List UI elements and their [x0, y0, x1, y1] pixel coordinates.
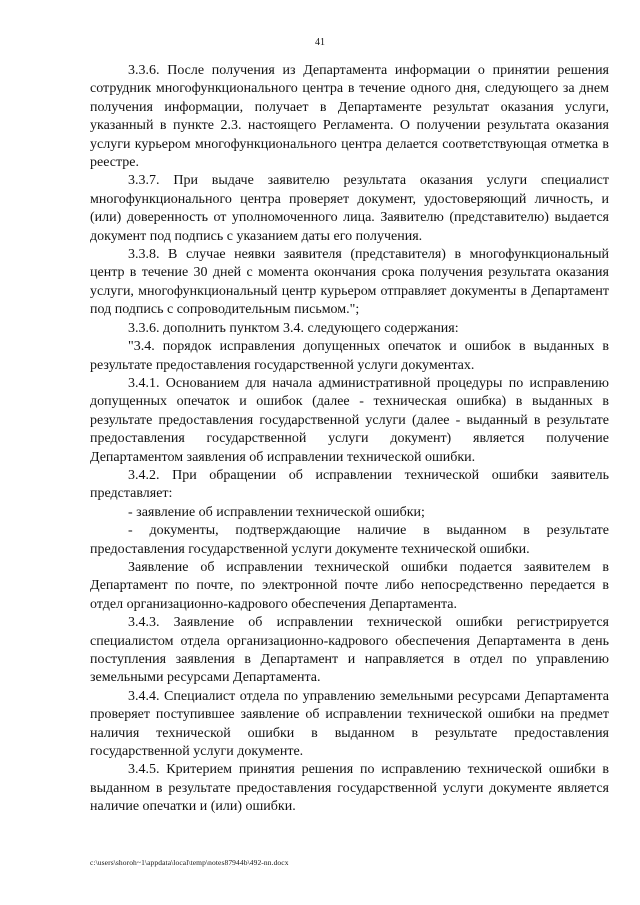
- paragraph-3-4-heading: "3.4. порядок исправления допущенных опечаток и ошибок в выданных в результате предоставления государственной услуги документах.: [90, 339, 609, 373]
- paragraph-3-3-7: 3.3.7. При выдаче заявителю результата оказания услуги специалист многофункционального центра проверяет документ, удостоверяющий личность, и (или) доверенность от уполномоченного лица. Заявителю (представителю) выдается документ под подпись с указанием даты его получения.: [90, 173, 609, 244]
- list-item-application: - заявление об исправлении технической ошибки;: [128, 504, 425, 520]
- paragraph-3-4-1: 3.4.1. Основанием для начала административной процедуры по исправлению допущенных опечаток и ошибок (далее - техническая ошибка) в выданных в результате предоставления государственной услуги (далее - выданный в результате предоставления государственной услуги документ) является получение Департаментом заявления об исправлении технической ошибки.: [90, 375, 609, 465]
- document-body: [90, 62, 609, 817]
- paragraph-3-3-6: 3.3.6. После получения из Департамента информации о принятии решения сотрудник многофункционального центра в течение одного дня, следующего за днем получения информации, получает в Департаменте результат оказания услуги, указанный в пункте 2.3. настоящего Регламента. О получении результата оказания услуги курьером многофункционального центра делается соответствующая отметка в реестре.: [90, 63, 609, 171]
- paragraph-3-4-2: 3.4.2. При обращении об исправлении технической ошибки заявитель представляет:: [90, 467, 609, 502]
- paragraph-submission: Заявление об исправлении технической ошибки подается заявителем в Департамент по почте, по электронной почте либо непосредственно передается в отдел организационно-кадрового обеспечения Департамента.: [90, 559, 609, 612]
- paragraph-3-4-3: 3.4.3. Заявление об исправлении технической ошибки регистрируется специалистом отдела организационно-кадрового обеспечения Департамента в день поступления заявления в Департамент и направляется в отдел по управлению земельными ресурсами Департамента.: [90, 615, 609, 686]
- list-item-documents: - документы, подтверждающие наличие в выданном в результате предоставления государственной услуги документе технической ошибки.: [90, 523, 609, 557]
- paragraph-amendment-intro: 3.3.6. дополнить пунктом 3.4. следующего содержания:: [128, 320, 459, 336]
- file-path-footer: c:\users\shoroh~1\appdata\local\temp\notes87944b\492-nn.docx: [90, 858, 289, 867]
- paragraph-3-3-8: 3.3.8. В случае неявки заявителя (представителя) в многофункциональный центр в течение 30 дней с момента окончания срока получения результата оказания услуги, многофункциональный центр курьером отправляет документы в Департамент под подпись с сопроводительным письмом.";: [90, 247, 609, 318]
- paragraph-3-4-5: 3.4.5. Критерием принятия решения по исправлению технической ошибки в выданном в результате предоставления государственной услуги документе является наличие опечатки и (или) ошибки.: [90, 762, 609, 815]
- page-number: 41: [315, 37, 325, 48]
- paragraph-3-4-4: 3.4.4. Специалист отдела по управлению земельными ресурсами Департамента проверяет поступившее заявление об исправлении технической ошибки на предмет наличия технической ошибки в выданном в результате предоставления государственной услуги документе.: [90, 688, 609, 760]
